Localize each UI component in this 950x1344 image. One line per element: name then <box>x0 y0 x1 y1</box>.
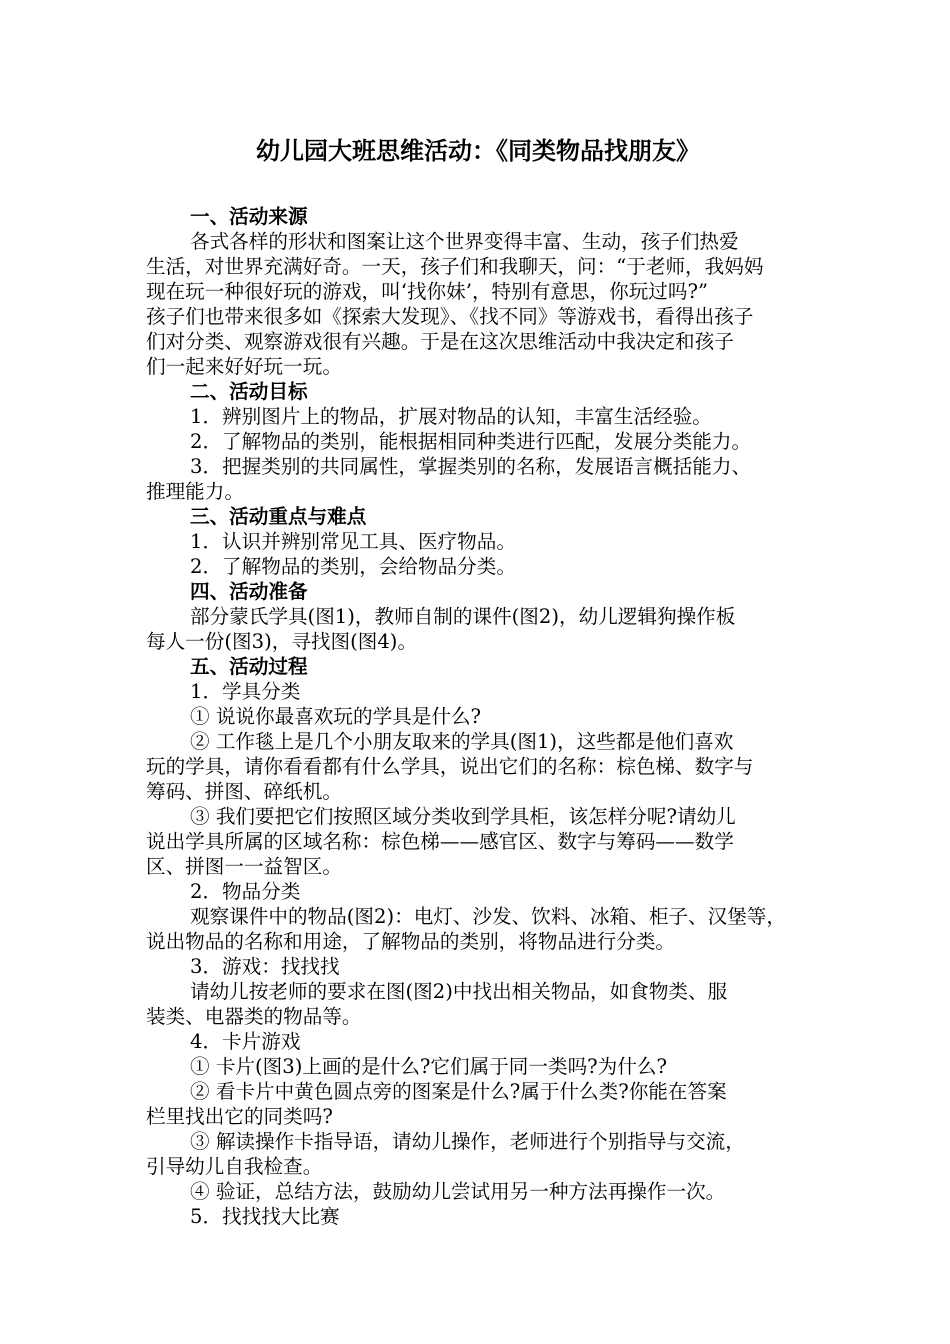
text-line: ① 卡片(图3)上画的是什么?它们属于同一类吗?为什么? <box>190 1055 667 1078</box>
text-line: 栏里找出它的同类吗? <box>146 1105 333 1128</box>
text-line: ② 看卡片中黄色圆点旁的图案是什么?属于什么类?你能在答案 <box>190 1080 727 1103</box>
text-line: 1．辨别图片上的物品，扩展对物品的认知，丰富生活经验。 <box>190 405 712 428</box>
text-line: 3．把握类别的共同属性，掌握类别的名称，发展语言概括能力、 <box>190 455 752 478</box>
text-line: 请幼儿按老师的要求在图(图2)中找出相关物品，如食物类、服 <box>190 980 728 1003</box>
text-line: 说出学具所属的区域名称：棕色梯——感官区、数字与筹码——数学 <box>146 830 734 853</box>
section-heading: 三、活动重点与难点 <box>190 505 367 528</box>
text-line: 2．了解物品的类别，能根据相同种类进行匹配，发展分类能力。 <box>190 430 752 453</box>
text-line: 说出物品的名称和用途，了解物品的类别，将物品进行分类。 <box>146 930 676 953</box>
text-line: 推理能力。 <box>146 480 244 503</box>
text-line: 生活，对世界充满好奇。一天，孩子们和我聊天，问：“于老师，我妈妈 <box>146 255 764 278</box>
text-line: ① 说说你最喜欢玩的学具是什么? <box>190 705 482 728</box>
text-line: 孩子们也带来很多如《探索大发现》、《找不同》等游戏书，看得出孩子 <box>146 305 754 328</box>
text-line: 4．卡片游戏 <box>190 1030 301 1053</box>
text-line: 5．找找找大比赛 <box>190 1205 340 1228</box>
section-heading: 一、活动来源 <box>190 205 308 228</box>
text-line: 装类、电器类的物品等。 <box>146 1005 362 1028</box>
section-heading: 四、活动准备 <box>190 580 308 603</box>
text-line: 区、拼图一一益智区。 <box>146 855 342 878</box>
text-line: ③ 我们要把它们按照区域分类收到学具柜，该怎样分呢?请幼儿 <box>190 805 736 828</box>
text-line: ④ 验证，总结方法，鼓励幼儿尝试用另一种方法再操作一次。 <box>190 1180 726 1203</box>
text-line: ③ 解读操作卡指导语，请幼儿操作，老师进行个别指导与交流， <box>190 1130 745 1153</box>
text-line: 1．学具分类 <box>190 680 301 703</box>
text-line: 们对分类、观察游戏很有兴趣。于是在这次思维活动中我决定和孩子 <box>146 330 734 353</box>
text-line: 3．游戏：找找找 <box>190 955 340 978</box>
text-line: 1．认识并辨别常见工具、医疗物品。 <box>190 530 516 553</box>
text-line: 部分蒙氏学具(图1)，教师自制的课件(图2)，幼儿逻辑狗操作板 <box>190 605 736 628</box>
text-line: 现在玩一种很好玩的游戏，叫‘找你妹’，特别有意思，你玩过吗?” <box>146 280 709 303</box>
text-line: 各式各样的形状和图案让这个世界变得丰富、生动，孩子们热爱 <box>190 230 739 253</box>
text-line: 2．了解物品的类别，会给物品分类。 <box>190 555 516 578</box>
section-heading: 二、活动目标 <box>190 380 308 403</box>
text-line: 们一起来好好玩一玩。 <box>146 355 342 378</box>
text-line: 2．物品分类 <box>190 880 301 903</box>
text-line: 观察课件中的物品(图2)：电灯、沙发、饮料、冰箱、柜子、汉堡等， <box>190 905 786 928</box>
text-line: ② 工作毯上是几个小朋友取来的学具(图1)，这些都是他们喜欢 <box>190 730 734 753</box>
document-body <box>146 204 810 1229</box>
text-line: 玩的学具，请你看看都有什么学具，说出它们的名称：棕色梯、数字与 <box>146 755 754 778</box>
text-line: 筹码、拼图、碎纸机。 <box>146 780 342 803</box>
document-title: 幼儿园大班思维活动：《同类物品找朋友》 <box>256 136 700 165</box>
text-line: 引导幼儿自我检查。 <box>146 1155 323 1178</box>
section-heading: 五、活动过程 <box>190 655 308 678</box>
text-line: 每人一份(图3)，寻找图(图4)。 <box>146 630 418 653</box>
